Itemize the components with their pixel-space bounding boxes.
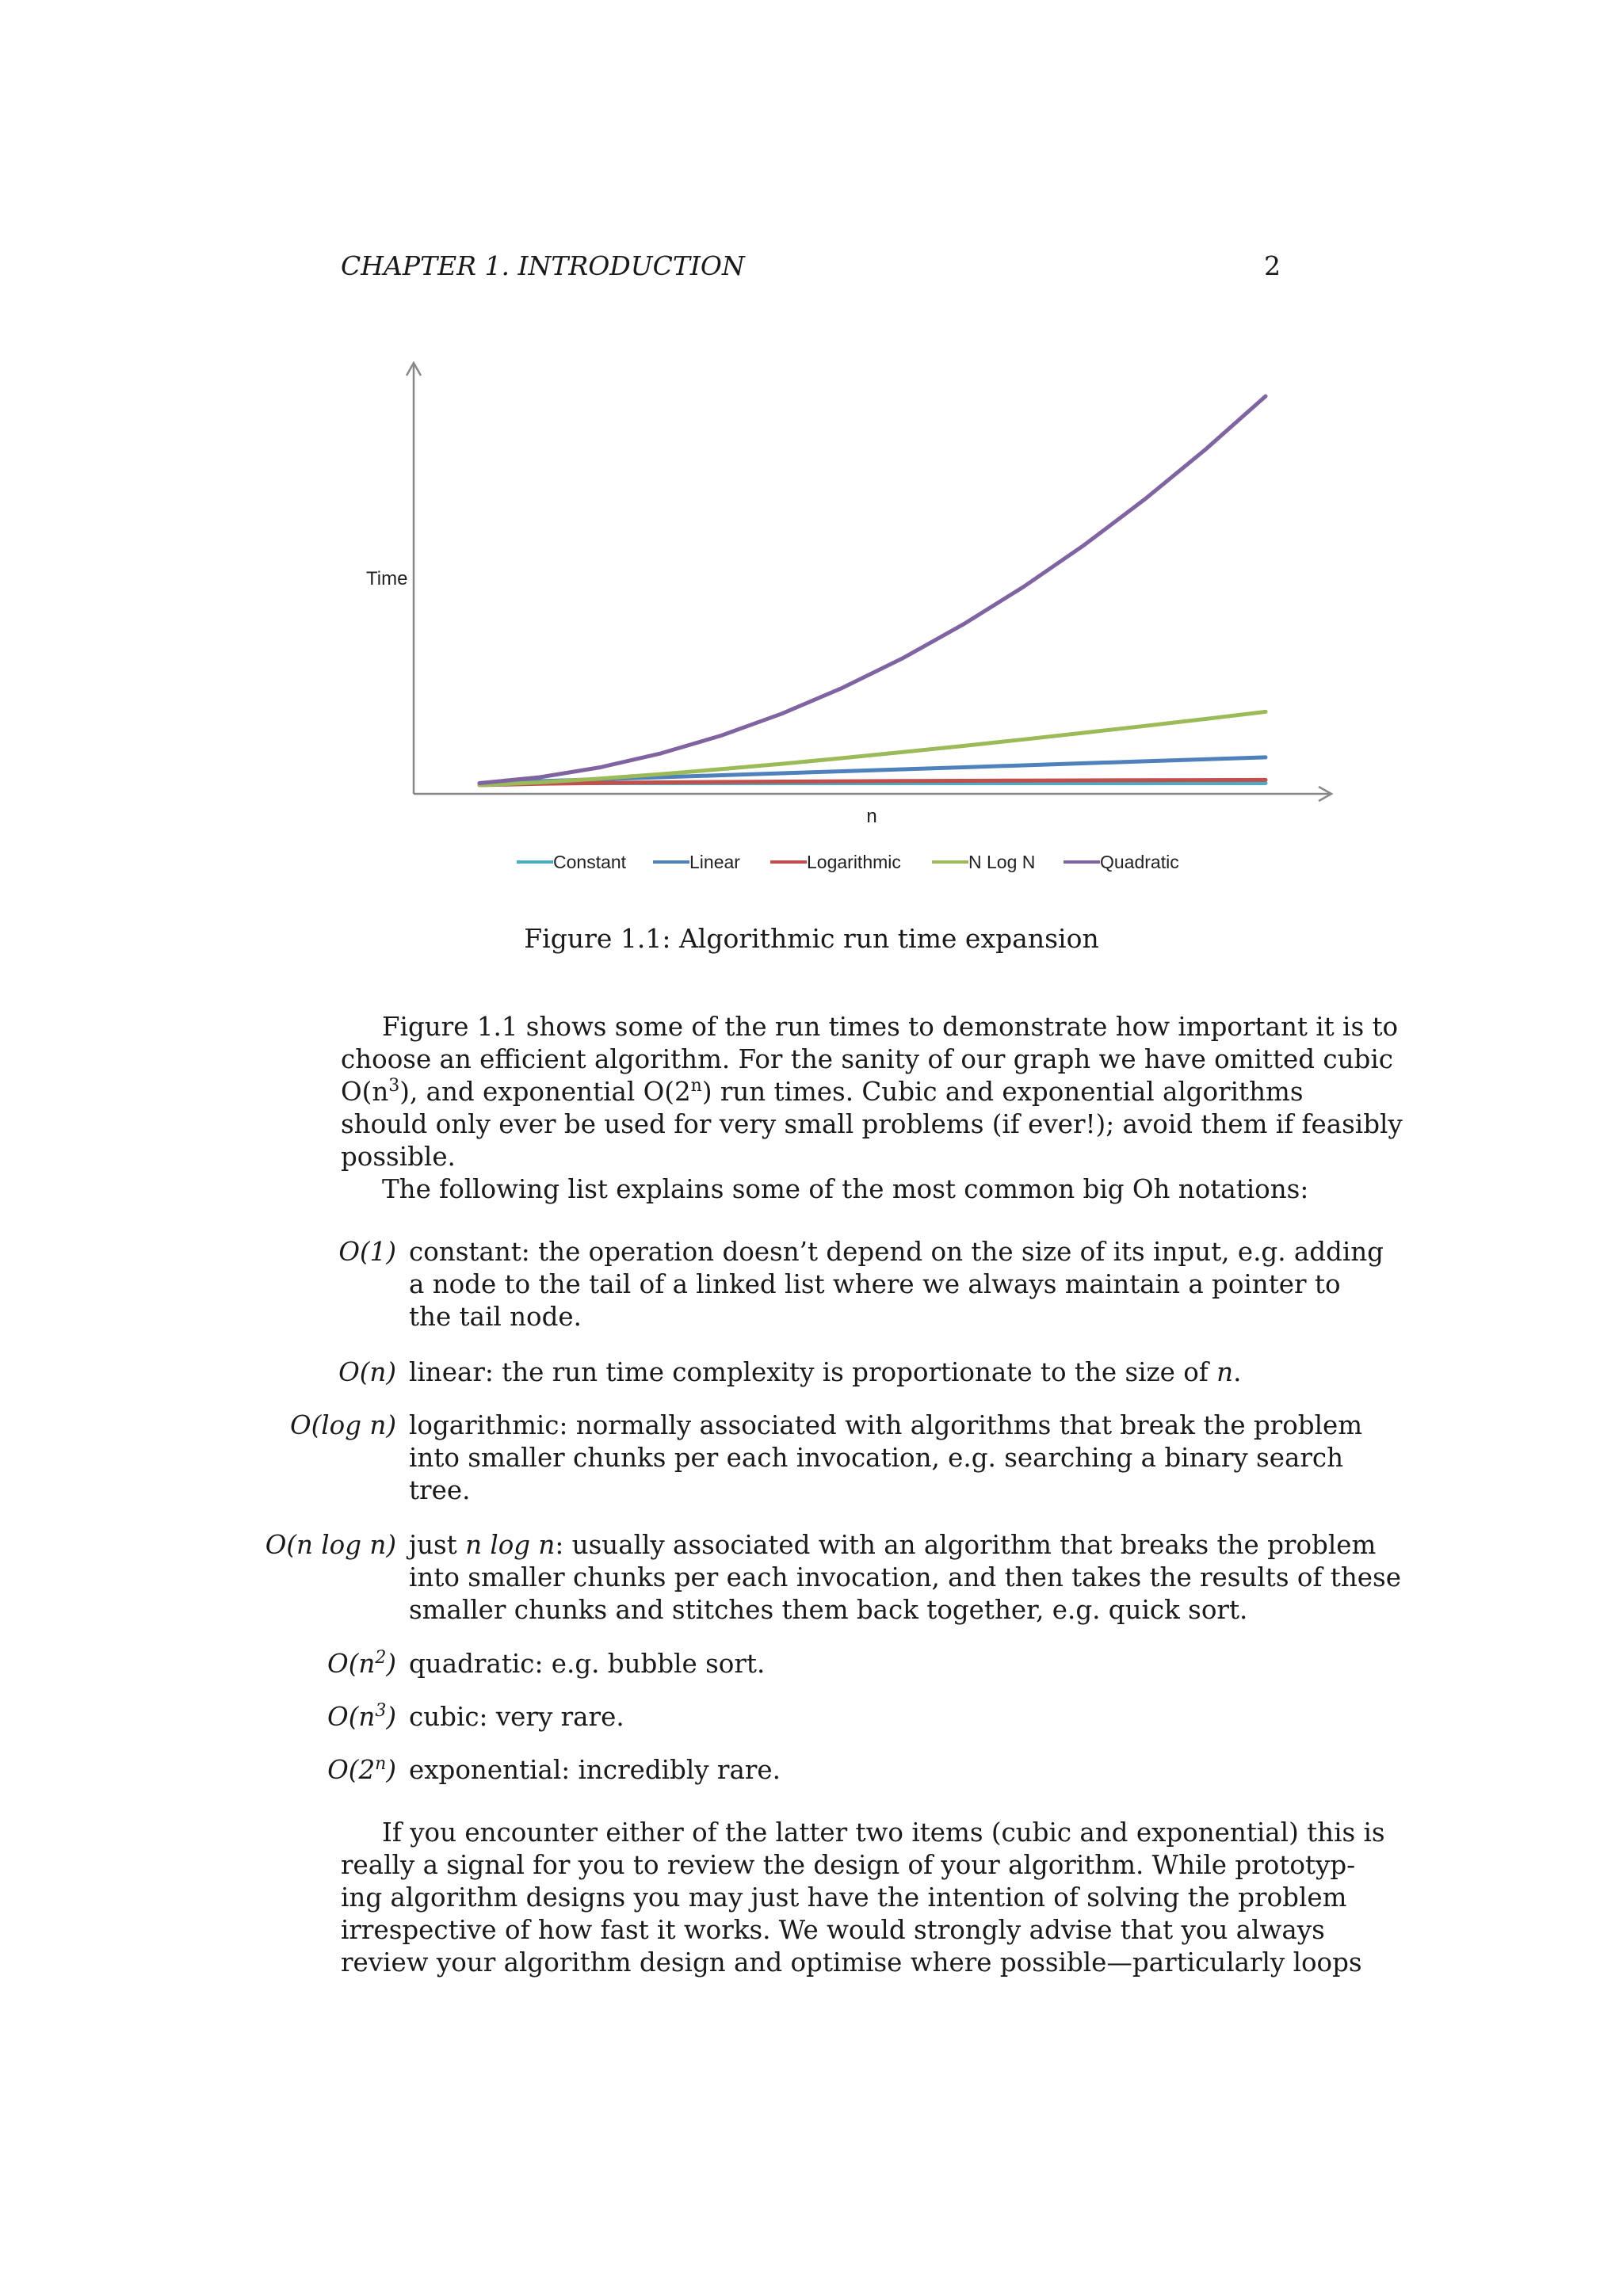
para1-line-1: Figure 1.1 shows some of the run times to demonstrate how important it is to bbox=[382, 1012, 1399, 1042]
paragraph-2: The following list explains some of the most common big Oh notations: bbox=[382, 1174, 1309, 1204]
paragraph-3 bbox=[341, 1817, 1385, 1979]
legend-label-quadratic: Quadratic bbox=[1100, 852, 1179, 872]
notation-description: cubic: very rare. bbox=[409, 1702, 624, 1732]
x-axis-label: n bbox=[866, 806, 877, 827]
paragraph-1 bbox=[341, 1011, 1403, 1206]
para1-line-5: possible. bbox=[341, 1142, 456, 1172]
notation-term: O(2$^n$) bbox=[327, 1754, 396, 1785]
para3-line-2: really a signal for you to review the design of your algorithm. While prototyp- bbox=[341, 1850, 1356, 1880]
notation-description: just n log n: usually associated with an algorithm that breaks the problem into smaller chunks per each invocation, and then takes the results of these smaller chunks and stitches them back together, e.g. quick sort. bbox=[409, 1530, 1401, 1625]
notation-description: constant: the operation doesn’t depend on the size of its input, e.g. adding a node to the tail of a linked list where we always maintain a pointer to the tail node. bbox=[409, 1237, 1384, 1332]
figure-caption: Figure 1.1: Algorithmic run time expansion bbox=[524, 923, 1099, 954]
notation-term: O(1) bbox=[338, 1237, 396, 1267]
notation-term: O(n) bbox=[338, 1357, 396, 1387]
para3-line-4: irrespective of how fast it works. We would strongly advise that you always bbox=[341, 1915, 1325, 1945]
chapter-title: CHAPTER 1. INTRODUCTION bbox=[341, 250, 745, 281]
notation-term: O(log n) bbox=[289, 1410, 396, 1440]
legend-label-linear: Linear bbox=[689, 852, 740, 872]
notation-term: $O(n^3)$ bbox=[327, 1701, 396, 1732]
y-axis-label: Time bbox=[366, 568, 408, 589]
notation-description: quadratic: e.g. bubble sort. bbox=[409, 1649, 766, 1679]
legend-label-constant: Constant bbox=[553, 852, 627, 872]
para3-line-5: review your algorithm design and optimise where possible—particularly loops bbox=[341, 1947, 1362, 1978]
running-header bbox=[341, 250, 1281, 285]
notation-term: $O(n^2)$ bbox=[327, 1648, 396, 1679]
notation-term: O(n log n) bbox=[265, 1530, 396, 1560]
legend-label-logarithmic: Logarithmic bbox=[807, 852, 901, 872]
notation-description: logarithmic: normally associated with algorithms that break the problem into smaller chunks per each invocation, e.g. searching a binary search tree. bbox=[409, 1410, 1363, 1505]
runtime-chart bbox=[349, 349, 1347, 887]
para3-line-1: If you encounter either of the latter two items (cubic and exponential) this is bbox=[382, 1817, 1385, 1848]
notation-description: linear: the run time complexity is proportionate to the size of n. bbox=[409, 1357, 1242, 1387]
notation-description: exponential: incredibly rare. bbox=[409, 1755, 781, 1785]
para3-line-3: ing algorithm designs you may just have the intention of solving the problem bbox=[341, 1882, 1347, 1913]
para1-line-3: $O(n^3)$, and exponential O(2$^n$) run times. Cubic and exponential algorithms bbox=[341, 1076, 1304, 1107]
series-line-n-log-n bbox=[479, 711, 1266, 785]
legend-label-n-log-n: N Log N bbox=[968, 852, 1036, 872]
para1-line-2: choose an efficient algorithm. For the sanity of our graph we have omitted cubic bbox=[341, 1044, 1393, 1074]
page-number: 2 bbox=[1264, 250, 1281, 281]
para1-line-4: should only ever be used for very small problems (if ever!); avoid them if feasibly bbox=[341, 1109, 1403, 1139]
